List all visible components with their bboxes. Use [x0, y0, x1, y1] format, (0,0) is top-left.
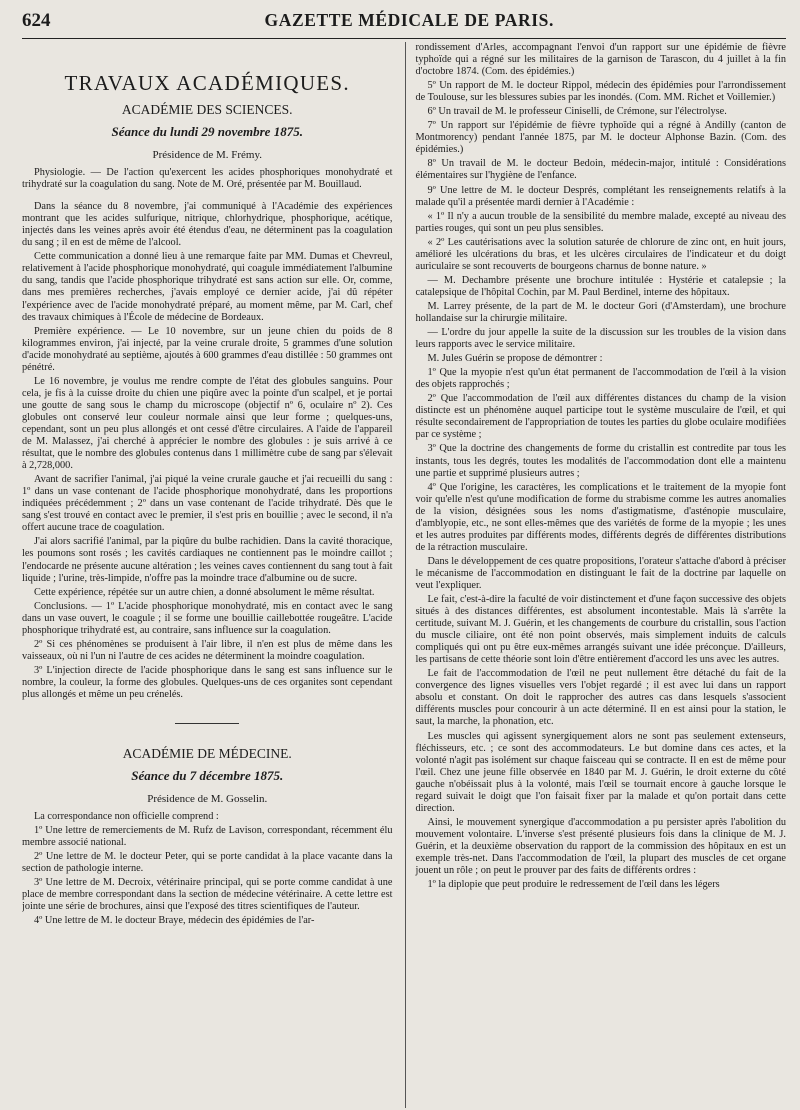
paragraph: La correspondance non officielle comprend :: [34, 811, 219, 823]
paragraph: 2º Si ces phénomènes se produisent à l'air libre, il n'en est plus de même dans les vaisseaux, où ni l'un ni l'autre de ces acides ne déterminent la moindre coagulation.: [22, 638, 393, 662]
page-number: 624: [22, 10, 51, 31]
right-column: [412, 42, 787, 1108]
paragraph: — M. Dechambre présente une brochure intitulée : Hystérie et catalepsie ; la catalepsique de l'hôpital Cochin, par M. Paul Berdinel, interne des hôpitaux.: [415, 274, 786, 298]
paragraph: Le fait, c'est-à-dire la faculté de voir distinctement et d'une façon successive des objets situés à des distances différentes, est absolument incontestable. Mais là s'arrête la certitude, suivant M. J. Guérin, et les changements de courbure du cristallin, sous l'action du muscle ciliaire, ont été non point observés, mais simplement induits de calculs compliqués qui ont pu être eux-mêmes arrangés suivant une idée préconçue. D'ailleurs, les partisans de cette théorie sont loin d'être entièrement d'accord les uns avec les autres.: [415, 594, 786, 666]
physiology-note-title: Physiologie. — De l'action qu'exercent les acides phosphoriques monohydraté et trihydraté sur la coagulation du sang. Note de M. Oré, présentée par M. Bouillaud.: [22, 167, 393, 191]
paragraph: Ainsi, le mouvement synergique d'accommodation a pu persister après l'abolition du mouvement volontaire. L'inverse s'est présenté plusieurs fois dans la clinique de M. J. Guérin, et la deuxième observation du rapport de la commission des hôpitaux en est un exemple très-net. Dans l'accommodation de l'œil, la plupart des muscles de cet organe jouent un rôle ; on peut le prouver par des faits de différents ordres :: [415, 816, 786, 877]
paragraph: — L'ordre du jour appelle la suite de la discussion sur les troubles de la vision dans leurs rapports avec le service militaire.: [415, 327, 786, 351]
list-item: 3º Que la doctrine des changements de forme du cristallin est contredite par tous les instants, tous les degrés, toutes les modalités de l'accommodation dont elle a maintenu une partie et supprimé plusieurs autres ;: [415, 443, 786, 479]
list-item: 6º Un travail de M. le professeur Ciniselli, de Crémone, sur l'électrolyse.: [427, 106, 727, 118]
left-column: [22, 42, 403, 1108]
paragraph: 1º la diplopie que peut produire le redressement de l'œil dans les légers: [427, 879, 720, 891]
column-rule: [405, 42, 406, 1108]
paragraph: M. Jules Guérin se propose de démontrer :: [427, 353, 603, 365]
list-item: 4º Que l'origine, les caractères, les complications et le traitement de la myopie font voir qu'elle n'est qu'une modification de forme du strabisme comme les autres anomalies de la vision, désignées sous les noms d'astigmatisme, d'asténopie musculaire, d'amblyopie, etc., ne sont elles-mêmes que des variétés de forme de la myopie ; les unes et les autres produites par différents modes, différents degrés de différentes distributions de la rétraction musculaire.: [415, 481, 786, 553]
presidence-2: Présidence de M. Gosselin.: [147, 793, 268, 806]
paragraph: Le 16 novembre, je voulus me rendre compte de l'état des globules sanguins. Pour cela, je fis à la cuisse droite du chien une piqûre avec la pointe d'un scalpel, et je portai une goutte de sang sous le champ du microscope (objectif nº 6, oculaire nº 2). Ces globules ont conservé leur couleur normale ainsi que leur forme ; quelques-uns, cependant, sont un peu plus allongés et ont cessé d'être circulaires. A l'aide de l'appareil de M. Malassez, j'ai cherché à apprécier le nombre des globules : je suis arrivé à ce résultat, que le nombre des globules contenus dans 1 millimètre cube de sang par s'élevait à 2,728,000.: [22, 375, 393, 472]
list-item: 9º Une lettre de M. le docteur Després, complétant les renseignements relatifs à la malade qu'il a présentée mardi dernier à l'Académie :: [415, 184, 786, 208]
paragraph: rondissement d'Arles, accompagnant l'envoi d'un rapport sur une épidémie de fièvre typhoïde qui a régné sur les militaires de la garnison de Tarascon, du 4 juillet à la fin d'octobre 1874. (Com. des épidémies.): [415, 42, 786, 78]
list-item: 4º Une lettre de M. le docteur Braye, médecin des épidémies de l'ar-: [34, 915, 315, 927]
paragraph: Cette communication a donné lieu à une remarque faite par MM. Dumas et Chevreul, relativement à l'acide phosphorique monohydraté, qui coagule immédiatement l'albumine du sang, tandis que l'acide phosphorique trihydraté est sans action sur elle. Or, comme, dans mes premières recherches, j'avais employé ce dernier acide, j'ai dû répéter l'expérience avec de l'acide monohydraté préparé, au moment même, par M. Carl, chef des travaux chimiques à l'École de médecine de Bordeaux.: [22, 251, 393, 323]
paragraph: Première expérience. — Le 10 novembre, sur un jeune chien du poids de 8 kilogrammes environ, j'ai injecté, par la veine crurale droite, 5 grammes d'une solution d'acide monohydraté au septième, ajoutés à 600 grammes d'eau distillée : 50 grammes ont pénétré.: [22, 325, 393, 373]
quote: « 2º Les cautérisations avec la solution saturée de chlorure de zinc ont, en huit jours, amélioré les ulcérations du bras, et les ulcères circulaires de l'indicateur et du doigt auriculaire se sont recouverts de bourgeons charnus de bonne nature. »: [415, 236, 786, 272]
section-title: TRAVAUX ACADÉMIQUES.: [64, 71, 350, 95]
seance-heading-2: Séance du 7 décembre 1875.: [131, 768, 284, 784]
paragraph: Dans le développement de ces quatre propositions, l'orateur s'attache d'abord à préciser le mécanisme de l'accommodation en distinguant le fait de la doctrine par laquelle on veut l'expliquer.: [415, 555, 786, 591]
paragraph: Avant de sacrifier l'animal, j'ai piqué la veine crurale gauche et j'ai recueilli du sang : 1º dans un vase contenant de l'acide phosphorique monohydraté, dans les proportions indiquées précédemment ; 2º dans un vase contenant de l'acide trihydraté. Dès que le sang s'est trouvé en contact avec le premier, il s'est pris en bouillie ; avec le second, il n'a offert aucune trace de coagulation.: [22, 474, 393, 534]
quote: « 1º Il n'y a aucun trouble de la sensibilité du membre malade, excepté au niveau des parties rouges, qui sont un peu plus sensibles.: [415, 210, 786, 234]
paragraph: M. Larrey présente, de la part de M. le docteur Gori (d'Amsterdam), une brochure hollandaise sur la chirurgie militaire.: [415, 300, 786, 324]
list-item: 7º Un rapport sur l'épidémie de fièvre typhoïde qui a régné à Andilly (canton de Montmorency) pendant l'année 1875, par M. le docteur Alphonse Bazin. (Com. des épidémies.): [415, 120, 786, 156]
page-header: [22, 10, 786, 39]
list-item: 2º Que l'accommodation de l'œil aux différentes distances du champ de la vision distincte est un phénomène auquel participe tout le système musculaire de l'œil, et qui résulte secondairement de l'appropriation de toutes les parties du globe oculaire modifiées par ce système ;: [415, 393, 786, 441]
section-divider: [175, 723, 239, 724]
paragraph: 3º L'injection directe de l'acide phosphorique dans le sang est sans influence sur le nombre, la couleur, la forme des globules. Quelques-uns de ces organites sont cependant plus allongés et même un peu crénelés.: [22, 664, 393, 700]
academy-medecine-heading: ACADÉMIE DE MÉDECINE.: [122, 746, 292, 762]
list-item: 1º Que la myopie n'est qu'un état permanent de l'accommodation de l'œil à la vision des objets rapprochés ;: [415, 367, 786, 391]
seance-heading-1: Séance du lundi 29 novembre 1875.: [111, 124, 303, 139]
list-item: 5º Un rapport de M. le docteur Rippol, médecin des épidémies pour l'arrondissement de Toulouse, sur les blessures subies par les inondés. (Com. MM. Richet et Voillemier.): [415, 80, 786, 104]
paragraph: Cette expérience, répétée sur un autre chien, a donné absolument le même résultat.: [34, 586, 375, 598]
paragraph: Les muscles qui agissent synergiquement alors ne sont pas seulement extenseurs, fléchisseurs, etc. ; ce sont des accommodateurs. Le but domine dans ces actes, et la volonté n'agit pas isolément sur chaque faisceau qui se contracte. Il en est de même pour l'œil. Chez une jeune fille observée en 1840 par M. J. Guérin, le droit externe du côté gauche n'obéissait plus à la volonté, mais l'œil se tournait encore à gauche lorsque le regard suivait le doigt que l'on faisait fixer par la malade et qu'on portait dans cette direction.: [415, 730, 786, 814]
paragraph: Le fait de l'accommodation de l'œil ne peut nullement être détaché du fait de la convergence des lignes visuelles vers l'objet regardé ; il est avec lui dans un rapport absolu et constant. On doit le rapprocher des autres cas dans lesquels s'associent différents muscles pour concourir à un acte déterminé. Il en est ainsi pour la station, le saut, la marche, la phonation, etc.: [415, 668, 786, 728]
list-item: 8º Un travail de M. le docteur Bedoin, médecin-major, intitulé : Considérations élémentaires sur l'hygiène de l'enfance.: [415, 158, 786, 182]
journal-title: GAZETTE MÉDICALE DE PARIS.: [264, 10, 554, 30]
paragraph: J'ai alors sacrifié l'animal, par la piqûre du bulbe rachidien. Dans la cavité thoracique, les poumons sont rosés ; les cavités cardiaques ne contiennent pas le moindre caillot ; l'endocarde ne présente aucune altération ; les veines caves contiennent du sang tout à fait liquide ; l'urine, très-limpide, n'offre pas la moindre trace d'albumine ou de sucre.: [22, 536, 393, 584]
list-item: 1º Une lettre de remerciements de M. Rufz de Lavison, correspondant, récemment élu membre associé national.: [22, 825, 393, 849]
paragraph: Dans la séance du 8 novembre, j'ai communiqué à l'Académie des expériences montrant que les acides sulfurique, nitrique, chlorhydrique, phosphorique, acétique, injectés dans les veines après avoir été étendus d'eau, ne déterminent pas la coagulation du sang ; il en est de même de l'alcool.: [22, 201, 393, 249]
list-item: 3º Une lettre de M. Decroix, vétérinaire principal, qui se porte comme candidat à une place de membre correspondant dans la section de médecine vétérinaire. A cette lettre est jointe une série de brochures, ainsi que l'exposé des titres scientifiques de l'auteur.: [22, 877, 393, 913]
text-columns: [22, 42, 786, 1108]
presidence-1: Présidence de M. Frémy.: [152, 149, 263, 161]
academy-sciences-heading: ACADÉMIE DES SCIENCES.: [121, 102, 293, 117]
conclusions-paragraph: Conclusions. — 1º L'acide phosphorique monohydraté, mis en contact avec le sang dans un vase ouvert, le coagule ; il se forme une bouillie caillebottée rougeâtre. L'acide phosphorique trihydraté est, au contraire, sans influence sur la coagulation.: [22, 600, 393, 636]
list-item: 2º Une lettre de M. le docteur Peter, qui se porte candidat à la place vacante dans la section de pathologie interne.: [22, 851, 393, 875]
